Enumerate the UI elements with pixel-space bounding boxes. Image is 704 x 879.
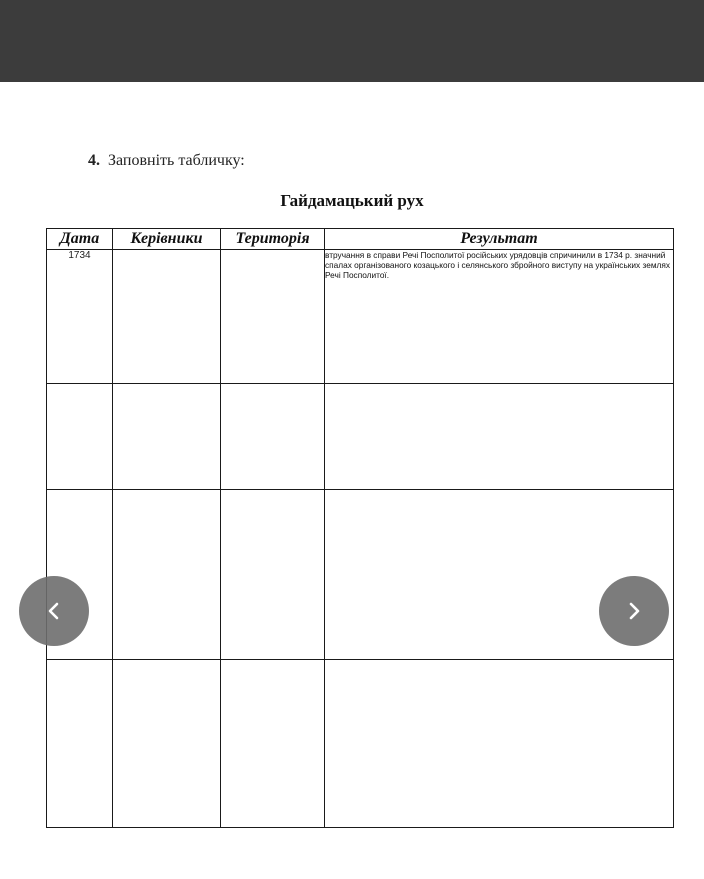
- next-page-button[interactable]: [599, 576, 669, 646]
- prev-page-button[interactable]: [19, 576, 89, 646]
- header-leaders: Керівники: [113, 229, 221, 250]
- cell-leaders[interactable]: [113, 660, 221, 828]
- cell-result[interactable]: [325, 250, 674, 384]
- header-date: Дата: [47, 229, 113, 250]
- task-number: 4.: [88, 152, 100, 169]
- chevron-left-icon: [42, 599, 66, 623]
- cell-date[interactable]: [47, 660, 113, 828]
- cell-territory[interactable]: [221, 490, 325, 660]
- cell-leaders[interactable]: [113, 250, 221, 384]
- table-title: Гайдамацький рух: [280, 191, 424, 210]
- cell-territory[interactable]: [221, 660, 325, 828]
- cell-territory[interactable]: [221, 384, 325, 490]
- table-row: [47, 384, 674, 490]
- cell-date[interactable]: [47, 384, 113, 490]
- cell-leaders[interactable]: [113, 490, 221, 660]
- haidamaky-table: [46, 228, 674, 828]
- header-territory: Територія: [221, 229, 325, 250]
- cell-territory[interactable]: [221, 250, 325, 384]
- chevron-right-icon: [622, 599, 646, 623]
- cell-result[interactable]: [325, 384, 674, 490]
- task-instruction: Заповніть табличку:: [108, 152, 245, 169]
- result-text: втручання в справи Речі Посполитої російських урядовців спричинили в 1734 р. значний спалах організованого козацького і селянського збройного виступу на українських землях Речі Посполитої.: [325, 250, 671, 280]
- cell-leaders[interactable]: [113, 384, 221, 490]
- cell-date[interactable]: 1734: [47, 250, 113, 384]
- task-heading: [88, 152, 245, 170]
- cell-result[interactable]: [325, 660, 674, 828]
- table-row: [47, 490, 674, 660]
- table-row: [47, 660, 674, 828]
- table-row: [47, 250, 674, 384]
- table-header-row: [47, 229, 674, 250]
- header-result: Результат: [325, 229, 674, 250]
- top-bar: [0, 0, 704, 82]
